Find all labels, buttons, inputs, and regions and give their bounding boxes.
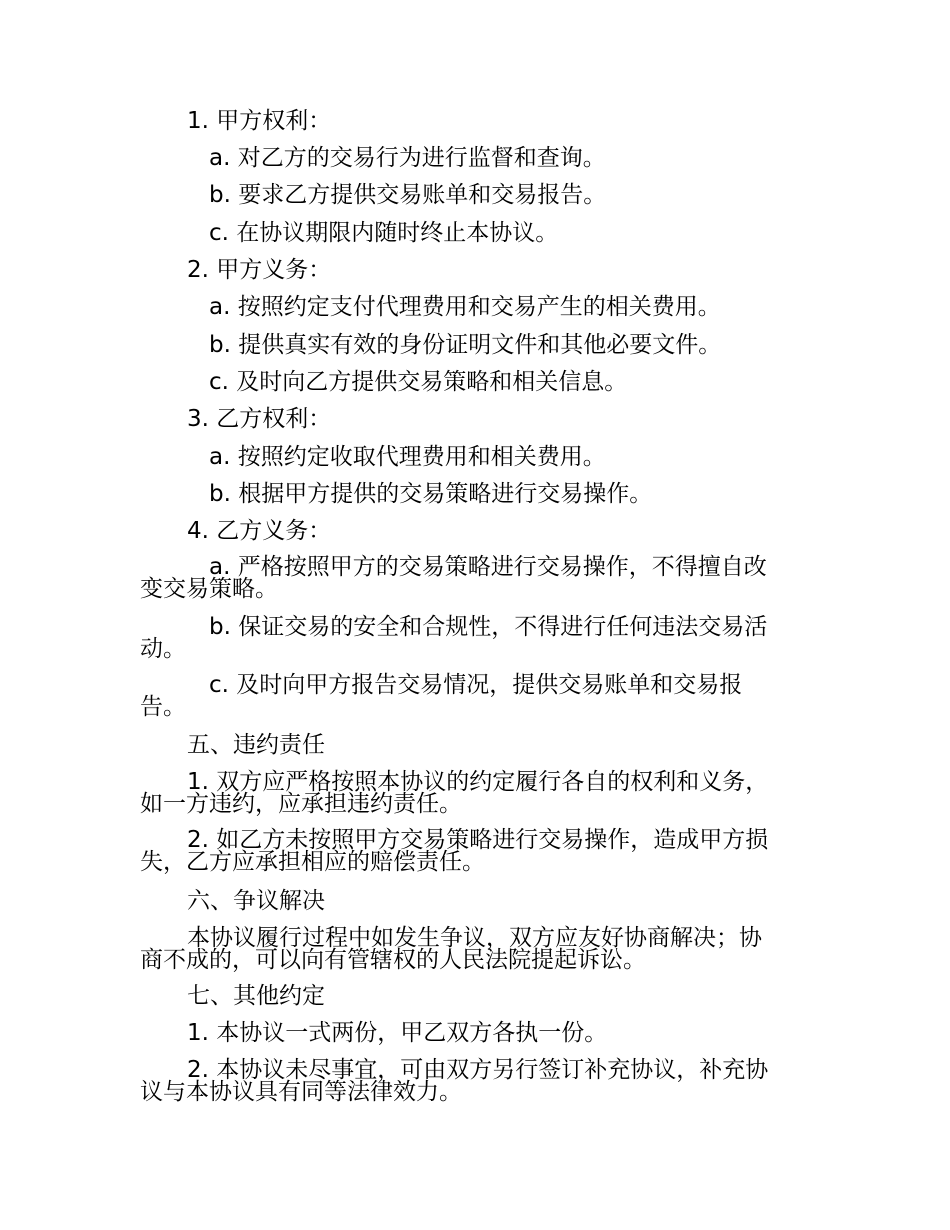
party-b-duty-b xyxy=(140,616,820,660)
party-a-right-a: a. 对乙方的交易行为进行监督和查询。 xyxy=(209,145,606,171)
party-a-duty-b: b. 提供真实有效的身份证明文件和其他必要文件。 xyxy=(209,332,722,358)
party-b-duty-c-line1: c. 及时向甲方报告交易情况，提供交易账单和交易报 xyxy=(209,672,743,698)
section-7-item-2 xyxy=(140,1059,820,1103)
party-a-rights-heading: 1. 甲方权利： xyxy=(187,108,332,134)
party-b-duty-b-line2: 动。 xyxy=(140,636,186,662)
section-6-heading: 六、争议解决 xyxy=(187,888,325,914)
party-b-right-a: a. 按照约定收取代理费用和相关费用。 xyxy=(209,444,606,470)
party-b-duty-a-line1: a. 严格按照甲方的交易策略进行交易操作，不得擅自改 xyxy=(209,554,767,580)
section-6-item-1-line2: 商不成的，可以向有管辖权的人民法院提起诉讼。 xyxy=(140,947,646,973)
section-6-item-1 xyxy=(140,927,820,971)
party-b-duty-c xyxy=(140,674,820,718)
section-5-item-1-line1: 1. 双方应严格按照本协议的约定履行各自的权利和义务， xyxy=(187,769,769,795)
section-7-item-1: 1. 本协议一式两份，甲乙双方各执一份。 xyxy=(187,1020,608,1046)
party-b-duty-b-line1: b. 保证交易的安全和合规性，不得进行任何违法交易活 xyxy=(209,614,768,640)
section-5-item-1-line2: 如一方违约，应承担违约责任。 xyxy=(140,791,462,817)
section-5-item-2-line2: 失，乙方应承担相应的赔偿责任。 xyxy=(140,849,485,875)
section-7-item-2-line2: 议与本协议具有同等法律效力。 xyxy=(140,1079,462,1105)
party-b-duty-a xyxy=(140,556,820,600)
section-7-heading: 七、其他约定 xyxy=(187,983,325,1009)
party-b-duty-c-line2: 告。 xyxy=(140,694,186,720)
section-5-item-2 xyxy=(140,829,820,873)
party-a-right-c: c. 在协议期限内随时终止本协议。 xyxy=(209,220,559,246)
section-5-heading: 五、违约责任 xyxy=(187,732,325,758)
section-5-item-2-line1: 2. 如乙方未按照甲方交易策略进行交易操作，造成甲方损 xyxy=(187,827,769,853)
party-b-rights-heading: 3. 乙方权利： xyxy=(187,406,332,432)
section-7-item-2-line1: 2. 本协议未尽事宜，可由双方另行签订补充协议，补充协 xyxy=(187,1057,769,1083)
section-6-item-1-line1: 本协议履行过程中如发生争议，双方应友好协商解决；协 xyxy=(187,925,762,951)
party-a-duty-a: a. 按照约定支付代理费用和交易产生的相关费用。 xyxy=(209,294,721,320)
party-b-duty-a-line2: 变交易策略。 xyxy=(140,576,278,602)
section-5-item-1 xyxy=(140,771,820,815)
party-b-right-b: b. 根据甲方提供的交易策略进行交易操作。 xyxy=(209,481,653,507)
party-a-right-b: b. 要求乙方提供交易账单和交易报告。 xyxy=(209,182,607,208)
party-a-duty-c: c. 及时向乙方提供交易策略和相关信息。 xyxy=(209,369,628,395)
party-a-duties-heading: 2. 甲方义务： xyxy=(187,257,332,283)
party-b-duties-heading: 4. 乙方义务： xyxy=(187,518,332,544)
